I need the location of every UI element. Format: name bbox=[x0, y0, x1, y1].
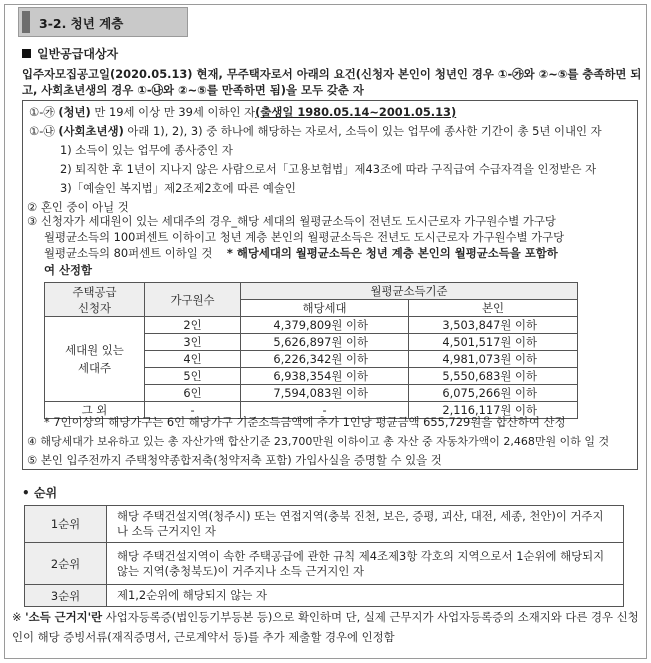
household-income-cell: 7,594,083원 이하 bbox=[241, 385, 409, 402]
self-income-cell: 4,501,517원 이하 bbox=[409, 334, 578, 351]
group-label: 세대원 있는 세대주 bbox=[45, 317, 145, 402]
self-income-cell: 2,116,117원 이하 bbox=[409, 402, 578, 419]
table-header-monthly-income: 월평균소득기준 bbox=[241, 283, 578, 300]
household-size-cell: 6인 bbox=[145, 385, 241, 402]
household-income-cell: - bbox=[241, 402, 409, 419]
self-income-cell: 3,503,847원 이하 bbox=[409, 317, 578, 334]
table-header-applicant: 주택공급 신청자 bbox=[45, 283, 145, 317]
self-income-cell: 6,075,266원 이하 bbox=[409, 385, 578, 402]
square-bullet-icon bbox=[22, 49, 31, 58]
household-income-cell: 6,938,354원 이하 bbox=[241, 368, 409, 385]
other-label-cell: 그 외 bbox=[45, 402, 145, 419]
condition-unmarried: ② 혼인 중이 아닐 것 bbox=[27, 200, 129, 214]
ranking-table bbox=[24, 505, 624, 607]
table-header-household-income: 해당세대 bbox=[241, 300, 409, 317]
condition-new-worker: ①-㉯ (사회초년생) 아래 1), 2), 3) 중 하나에 해당하는 자로서, 소득이 있는 업무에 종사한 기간이 총 5년 이내인 자 bbox=[29, 124, 602, 138]
condition-income-line-3: 월평균소득의 80퍼센트 이하일 것 * 해당세대의 월평균소득은 청년 계층 본인의 월평균소득을 포함하 bbox=[44, 246, 558, 260]
household-size-cell: 3인 bbox=[145, 334, 241, 351]
self-income-cell: 5,550,683원 이하 bbox=[409, 368, 578, 385]
rank-description: 해당 주택건설지역이 속한 주택공급에 관한 규칙 제4조제3항 각호의 지역으로서 1순위에 해당되지 않는 지역(충청북도)이 거주지나 소득 근거지인 자 bbox=[107, 543, 624, 585]
table-row bbox=[45, 317, 578, 334]
household-income-cell: 5,626,897원 이하 bbox=[241, 334, 409, 351]
table-row bbox=[25, 543, 624, 585]
household-size-cell: 5인 bbox=[145, 368, 241, 385]
income-footnote: * 7인이상의 해당가구는 6인 해당가구 기준소득금액에 추가 1인당 평균금액 655,729원을 합산하여 산정 bbox=[44, 415, 566, 429]
table-header-household-size: 가구원수 bbox=[145, 283, 241, 317]
new-worker-item-3: 3)「예술인 복지법」제2조제2호에 따른 예술인 bbox=[60, 181, 296, 195]
page-title: 3-2. 청년 계층 bbox=[39, 16, 124, 31]
condition-income-line-2: 월평균소득의 100퍼센트 이하이고 청년 계층 본인의 월평균소득은 전년도 도시근로자 가구원수별 가구당 bbox=[44, 230, 565, 244]
condition-income-line-1: ③ 신청자가 세대원이 있는 세대주의 경우_해당 세대의 월평균소득이 전년도 도시근로자 가구원수별 가구당 bbox=[27, 214, 556, 228]
household-size-cell: - bbox=[145, 402, 241, 419]
eligibility-intro: 입주자모집공고일(2020.05.13) 현재, 무주택자로서 아래의 요건(신청자 본인이 청년인 경우 ①-㉮와 ②~⑤를 충족하면 되고, 사회초년생의 경우 ①-㉯와 ②~⑤를 만족하면 됨)을 모두 갖춘 자 bbox=[22, 67, 642, 97]
rank-description: 해당 주택건설지역(청주시) 또는 연접지역(충북 진천, 보은, 증평, 괴산, 대전, 세종, 천안)이 거주지나 소득 근거지인 자 bbox=[107, 506, 624, 543]
household-size-cell: 2인 bbox=[145, 317, 241, 334]
income-criteria-table bbox=[44, 282, 578, 419]
condition-youth: ①-㉮ (청년) 만 19세 이상 만 39세 이하인 자(출생일 1980.05.14~2001.05.13) bbox=[29, 105, 457, 119]
new-worker-item-2: 2) 퇴직한 후 1년이 지나지 않은 사람으로서「고용보험법」제43조에 따라 구직급여 수급자격을 인정받은 자 bbox=[60, 162, 597, 176]
rank-label: 3순위 bbox=[25, 585, 107, 607]
ranking-heading: • 순위 bbox=[22, 486, 58, 500]
new-worker-item-1: 1) 소득이 있는 업무에 종사중인 자 bbox=[60, 143, 233, 157]
table-header-self-income: 본인 bbox=[409, 300, 578, 317]
rank-label: 2순위 bbox=[25, 543, 107, 585]
title-accent-bar bbox=[22, 11, 30, 33]
self-income-cell: 4,981,073원 이하 bbox=[409, 351, 578, 368]
table-row bbox=[25, 506, 624, 543]
household-size-cell: 4인 bbox=[145, 351, 241, 368]
rank-description: 제1,2순위에 해당되지 않는 자 bbox=[107, 585, 624, 607]
subsection-heading: 일반공급대상자 bbox=[22, 45, 118, 62]
section-title-box bbox=[18, 7, 188, 37]
household-income-cell: 6,226,342원 이하 bbox=[241, 351, 409, 368]
condition-savings: ⑤ 본인 입주전까지 주택청약종합저축(청약저축 포함) 가입사실을 증명할 수 있을 것 bbox=[27, 453, 442, 467]
condition-assets: ④ 해당세대가 보유하고 있는 총 자산가액 합산기준 23,700만원 이하이고 총 자산 중 자동차가액이 2,468만원 이하 일 것 bbox=[27, 435, 610, 448]
condition-income-note-line-2: 여 산정함 bbox=[44, 263, 92, 277]
income-source-note: ※ '소득 근거지'란 사업자등록증(법인등기부등본 등)으로 확인하며 단, 실제 근무지가 사업자등록증의 소재지와 다른 경우 신청인이 해당 증빙서류(재직증명서, 근로계약서 등)를 추가 제출할 경우에 인정함 bbox=[12, 610, 639, 644]
rank-label: 1순위 bbox=[25, 506, 107, 543]
table-row bbox=[25, 585, 624, 607]
household-income-cell: 4,379,809원 이하 bbox=[241, 317, 409, 334]
